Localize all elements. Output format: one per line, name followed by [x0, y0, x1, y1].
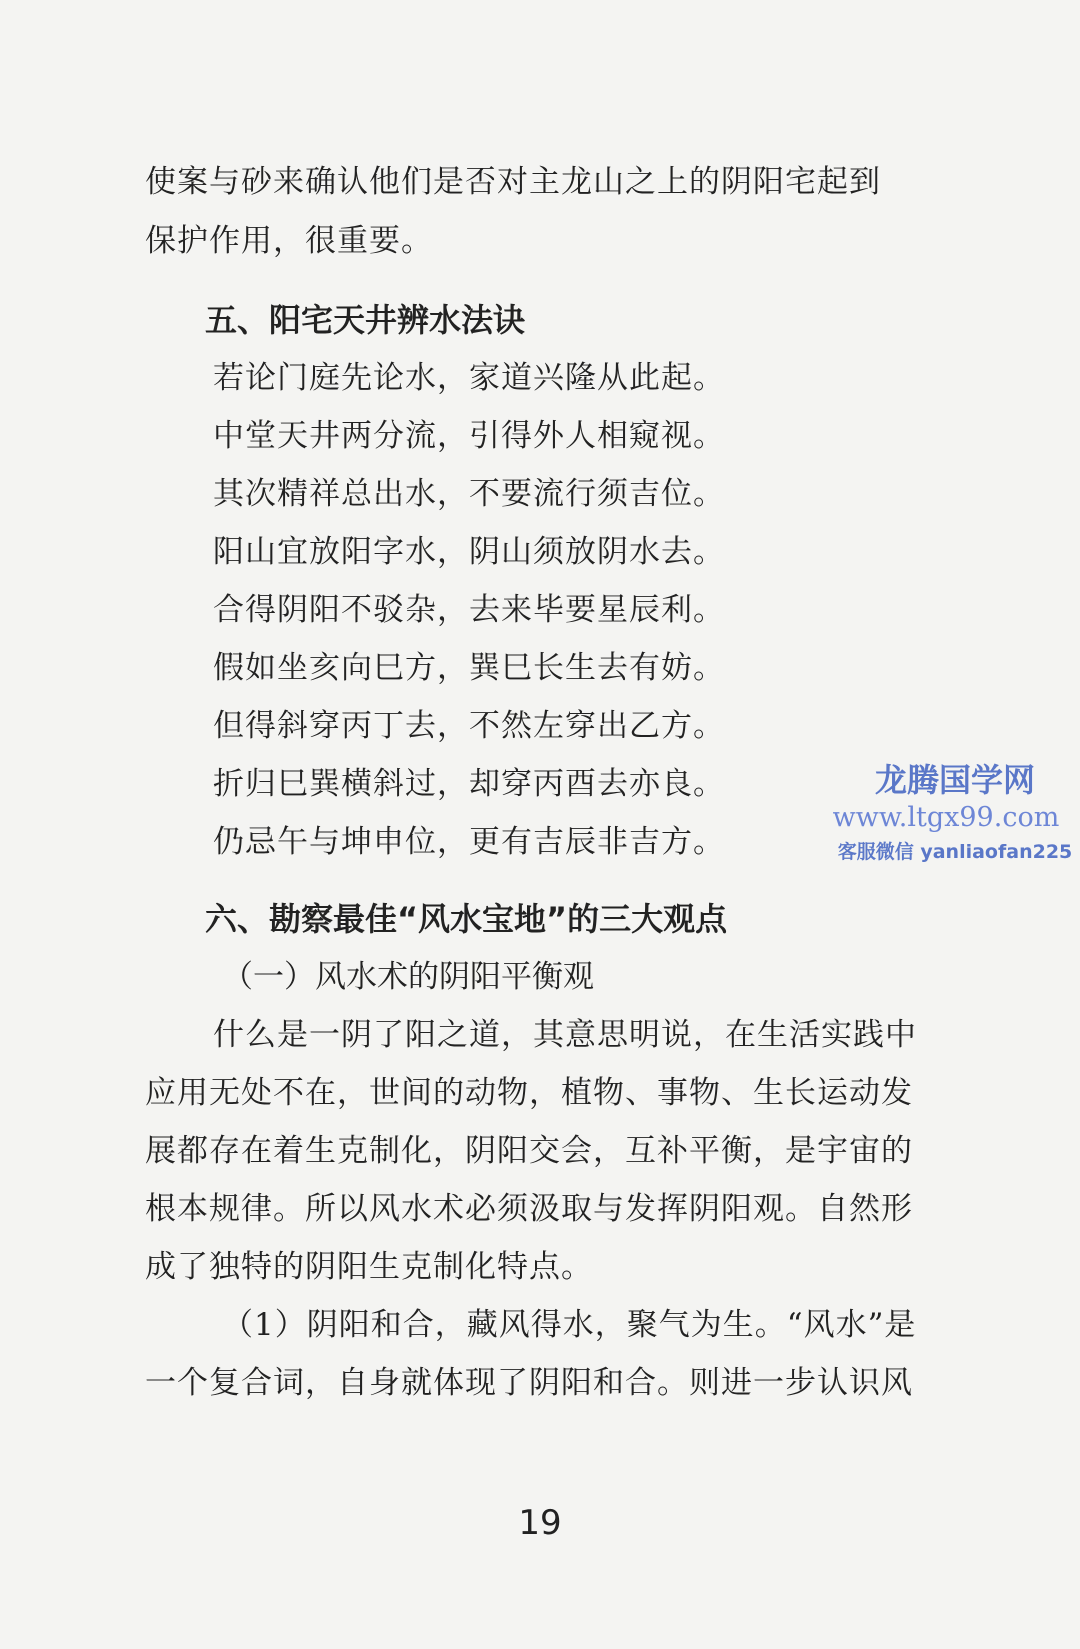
intro-line-2: 保护作用，很重要。 — [145, 223, 433, 259]
paragraph-line: 展都存在着生克制化，阴阳交会，互补平衡，是宇宙的 — [145, 1133, 913, 1169]
paragraph-line: 根本规律。所以风水术必须汲取与发挥阴阳观。自然形 — [145, 1191, 913, 1227]
verse-line: 仍忌午与坤申位，更有吉辰非吉方。 — [213, 824, 725, 860]
paragraph-line: 成了独特的阴阳生克制化特点。 — [145, 1249, 593, 1285]
paragraph-line: 一个复合词，自身就体现了阴阳和合。则进一步认识风 — [145, 1365, 913, 1401]
paragraph-line: （1）阴阳和合，藏风得水，聚气为生。“风水”是 — [222, 1307, 917, 1343]
watermark — [830, 760, 1080, 868]
verse-line: 若论门庭先论水，家道兴隆从此起。 — [213, 360, 725, 396]
section-6-subheading: （一）风水术的阴阳平衡观 — [222, 959, 594, 995]
verse-line: 其次精祥总出水，不要流行须吉位。 — [213, 476, 725, 512]
watermark-url: www.ltgx99.com — [832, 802, 1060, 833]
verse-line: 阳山宜放阳字水，阴山须放阴水去。 — [213, 534, 725, 570]
intro-line-1: 使案与砂来确认他们是否对主龙山之上的阴阳宅起到 — [145, 164, 881, 200]
verse-line: 中堂天井两分流，引得外人相窥视。 — [213, 418, 725, 454]
section-5-heading: 五、阳宅天井辨水法诀 — [205, 301, 526, 339]
verse-line: 但得斜穿丙丁去，不然左穿出乙方。 — [213, 708, 725, 744]
section-6-heading: 六、勘察最佳“风水宝地”的三大观点 — [205, 900, 728, 938]
paragraph-line: 什么是一阴了阳之道，其意思明说，在生活实践中 — [213, 1017, 917, 1053]
paragraph-line: 应用无处不在，世间的动物，植物、事物、生长运动发 — [145, 1075, 913, 1111]
verse-line: 合得阴阳不驳杂，去来毕要星辰利。 — [213, 592, 725, 628]
verse-line: 假如坐亥向巳方，巽巳长生去有妨。 — [213, 650, 725, 686]
watermark-contact: 客服微信 yanliaofan225 — [837, 841, 1073, 863]
watermark-title: 龙腾国学网 — [874, 761, 1035, 799]
verse-line: 折归巳巽横斜过，却穿丙酉去亦良。 — [213, 766, 725, 802]
page-number: 19 — [518, 1503, 562, 1543]
